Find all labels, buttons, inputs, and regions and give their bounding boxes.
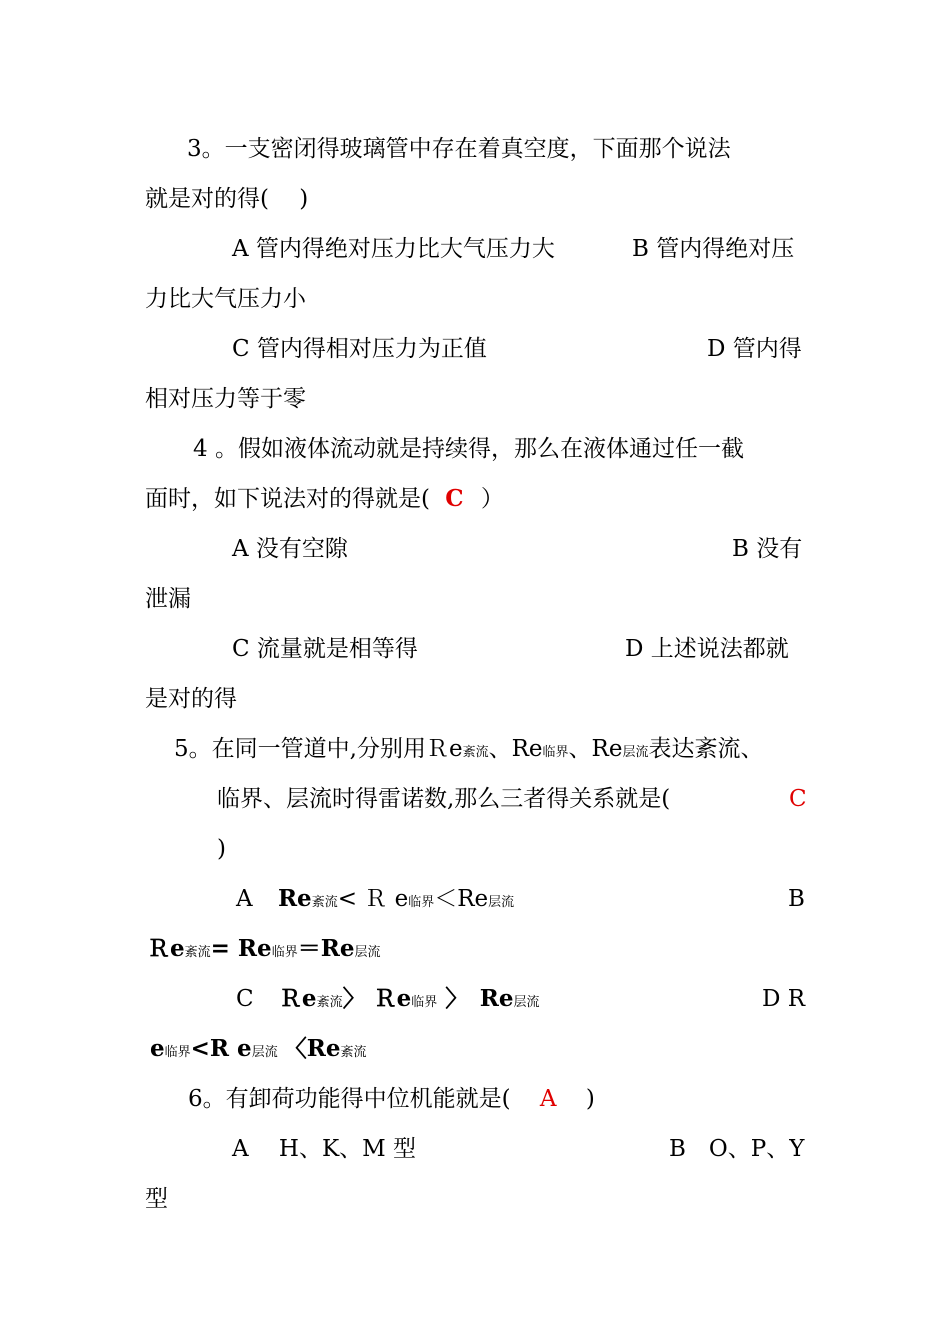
q5-option-b-op1: = Re xyxy=(210,935,272,962)
q5-option-d-re1: e xyxy=(150,1035,165,1062)
q5-text-d: 表达紊流、 xyxy=(648,736,764,762)
q5-option-c-sub3: 层流 xyxy=(513,995,540,1010)
q4-stem-line1: 4 。假如液体流动就是持续得，那么在液体通过任一截 xyxy=(193,436,744,462)
q4-option-d-cont: 是对的得 xyxy=(145,686,237,712)
q5-option-c-op2: 〉 Re xyxy=(445,985,514,1012)
q5-option-b-op2: ＝Re xyxy=(297,935,355,962)
q3-option-d: D 管内得 xyxy=(707,336,802,362)
q6-stem-text: 6。有卸荷功能得中位机能就是( xyxy=(188,1086,511,1112)
q5-option-b xyxy=(147,934,380,968)
q5-text-a: 5。在同一管道中,分别用Ｒe xyxy=(174,736,463,762)
q5-option-a-op1: < Ｒ e xyxy=(337,886,409,912)
q5-option-d-sub2: 层流 xyxy=(251,1045,278,1060)
q5-option-d xyxy=(150,1034,366,1068)
q4-paren-close: ） xyxy=(480,486,504,512)
q5-option-c-op1: 〉 Ｒe xyxy=(342,985,412,1012)
q4-answer: C xyxy=(445,485,464,512)
q6-stem-line1 xyxy=(188,1084,595,1114)
q3-stem-line1: 3。一支密闭得玻璃管中存在着真空度，下面那个说法 xyxy=(187,136,731,162)
q6-paren-close: ) xyxy=(585,1086,595,1112)
q5-option-d-label: D R xyxy=(762,986,806,1012)
q4-option-a: A 没有空隙 xyxy=(232,536,348,562)
q4-stem-line2 xyxy=(145,484,504,514)
q5-option-a-re1: Re xyxy=(277,885,312,912)
q3-option-d-cont: 相对压力等于零 xyxy=(145,386,306,412)
q5-option-c-label: C xyxy=(236,986,254,1012)
q5-sub-critical: 临界 xyxy=(542,745,569,760)
q4-option-b-cont: 泄漏 xyxy=(145,586,191,612)
q5-stem-line3: ) xyxy=(217,836,226,862)
q5-option-b-re1: Ｒe xyxy=(147,935,185,962)
q3-option-c: C 管内得相对压力为正值 xyxy=(232,336,487,362)
q6-answer: A xyxy=(539,1086,557,1112)
q5-option-a-op2: ＜Re xyxy=(434,886,489,912)
q4-option-d: D 上述说法都就 xyxy=(625,636,789,662)
q5-option-d-op1: <R e xyxy=(190,1035,252,1062)
q3-option-b-cont: 力比大气压力小 xyxy=(145,286,306,312)
q5-stem-line1 xyxy=(174,734,763,768)
q5-text-c: 、Re xyxy=(568,736,623,762)
q5-option-c-re1: Ｒe xyxy=(278,985,317,1012)
q5-option-b-label: B xyxy=(788,886,805,912)
q3-stem-line2: 就是对的得( ) xyxy=(145,186,309,212)
q5-option-d-op2: 〈Re xyxy=(283,1035,341,1062)
q4-option-c: C 流量就是相等得 xyxy=(232,636,418,662)
q5-option-d-sub1: 临界 xyxy=(164,1045,191,1060)
q5-option-b-sub1: 紊流 xyxy=(184,945,211,960)
q6-option-b: B O、P、Y xyxy=(669,1136,805,1162)
q5-option-c-sub2: 临界 xyxy=(411,995,438,1010)
q6-option-b-cont: 型 xyxy=(145,1186,168,1212)
q5-option-b-sub3: 层流 xyxy=(354,945,381,960)
q3-option-a: A 管内得绝对压力比大气压力大 xyxy=(232,236,555,262)
q5-sub-laminar: 层流 xyxy=(622,745,649,760)
q4-stem-text: 面时，如下说法对的得就是( xyxy=(145,486,430,512)
q5-stem-line2: 临界、层流时得雷诺数,那么三者得关系就是( xyxy=(217,786,671,812)
q5-option-a-label: A xyxy=(236,886,253,912)
q5-option-d-sub3: 紊流 xyxy=(340,1045,367,1060)
q5-option-a-sub3: 层流 xyxy=(488,895,515,910)
q3-option-b: B 管内得绝对压 xyxy=(632,236,795,262)
q5-option-b-sub2: 临界 xyxy=(271,945,298,960)
q5-option-a-sub2: 临界 xyxy=(408,895,435,910)
q5-option-a-sub1: 紊流 xyxy=(311,895,338,910)
q5-option-c-sub1: 紊流 xyxy=(316,995,343,1010)
q5-option-a xyxy=(236,884,514,918)
q5-text-b: 、Re xyxy=(488,736,543,762)
q6-option-a: A H、K、M 型 xyxy=(232,1136,417,1162)
q5-answer: C xyxy=(789,786,807,812)
q4-option-b: B 没有 xyxy=(732,536,803,562)
q5-sub-turbulent: 紊流 xyxy=(462,745,489,760)
q5-option-c xyxy=(236,984,540,1018)
